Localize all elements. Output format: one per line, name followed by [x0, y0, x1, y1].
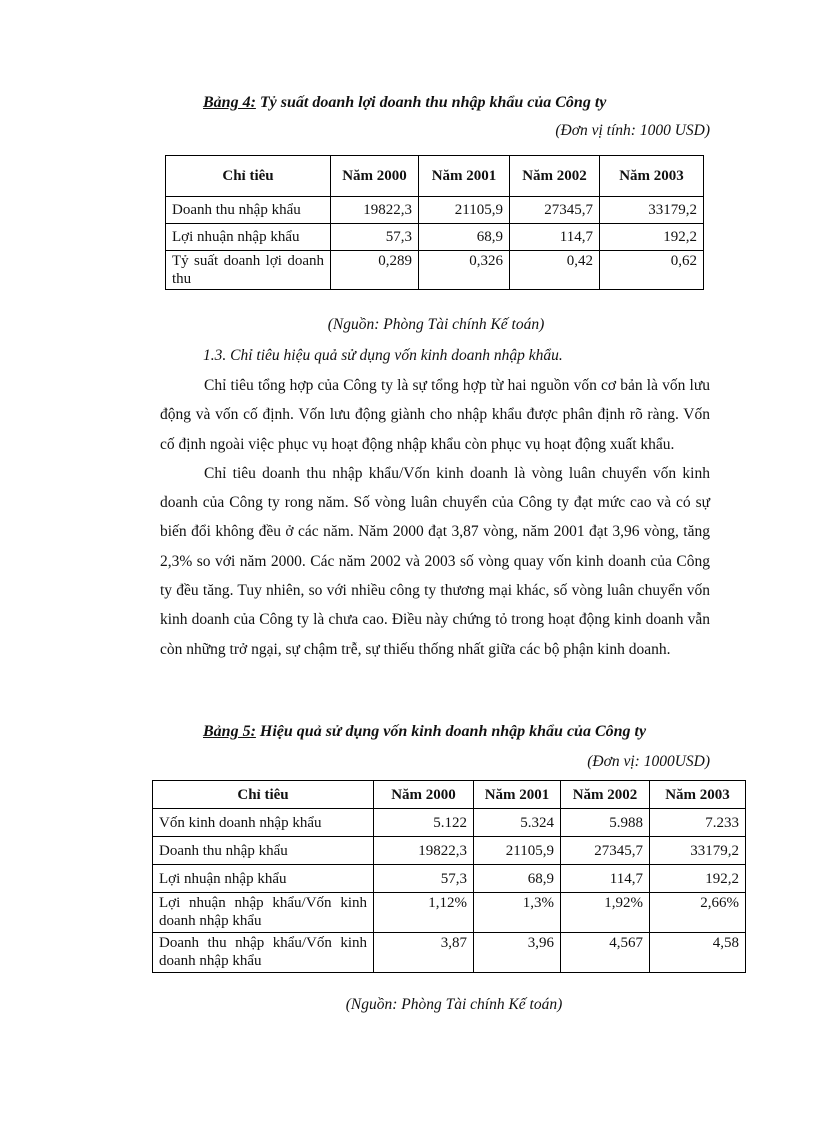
table-cell: 0,62: [600, 251, 704, 290]
table-cell: 68,9: [419, 224, 510, 251]
row-label: Tỷ suất doanh lợi doanh thu: [166, 251, 331, 290]
table4: [165, 155, 704, 290]
table5-header-cell: Năm 2002: [561, 781, 650, 809]
table4-header-cell: Năm 2003: [600, 156, 704, 197]
table-cell: 3,96: [474, 933, 561, 973]
table5-caption-text: Hiệu quả sử dụng vốn kinh doanh nhập khẩu của Công ty: [255, 723, 647, 740]
table-row: [153, 865, 746, 893]
table-cell: 0,42: [510, 251, 600, 290]
table-cell: 21105,9: [474, 837, 561, 865]
table-cell: 19822,3: [374, 837, 474, 865]
table-cell: 27345,7: [510, 197, 600, 224]
paragraph: Chỉ tiêu doanh thu nhập khẩu/Vốn kinh doanh là vòng luân chuyển vốn kinh doanh của Công ty rong năm. Số vòng luân chuyển của Công ty đạt mức cao và có sự biến đổi không đều ở các năm. Năm 2000 đạt 3,87 vòng, năm 2001 đạt 3,96 vòng, tăng 2,3% so với năm 2000. Các năm 2002 và 2003 số vòng quay vốn kinh doanh của Công ty đều tăng. Tuy nhiên, so với nhiều công ty thương mại khác, số vòng luân chuyển vốn kinh doanh của Công ty là chưa cao. Điều này chứng tỏ trong hoạt động kinh doanh vẫn còn những trở ngại, sự chậm trễ, sự thiếu thống nhất giữa các bộ phận kinh doanh.: [160, 464, 710, 658]
row-label: Lợi nhuận nhập khẩu: [166, 224, 331, 251]
table-cell: 21105,9: [419, 197, 510, 224]
table-row: [153, 893, 746, 933]
paragraph: Chỉ tiêu tổng hợp của Công ty là sự tổng hợp từ hai nguồn vốn cơ bản là vốn lưu động và vốn cố định. Vốn lưu động giành cho nhập khẩu được phân định rõ ràng. Vốn cố định ngoài việc phục vụ hoạt động nhập khẩu còn phục vụ hoạt động xuất khẩu.: [160, 377, 710, 453]
table5-header-cell: Năm 2003: [650, 781, 746, 809]
row-label: Doanh thu nhập khẩu/Vốn kinh doanh nhập khẩu: [153, 933, 374, 973]
table-cell: 4,567: [561, 933, 650, 973]
table-cell: 57,3: [331, 224, 419, 251]
table5-header-cell: Năm 2000: [374, 781, 474, 809]
table-cell: 5.324: [474, 809, 561, 837]
table-cell: 114,7: [510, 224, 600, 251]
row-label: Lợi nhuận nhập khẩu/Vốn kinh doanh nhập khẩu: [153, 893, 374, 933]
table-cell: 33179,2: [650, 837, 746, 865]
table-cell: 2,66%: [650, 893, 746, 933]
table-cell: 114,7: [561, 865, 650, 893]
table5: [152, 780, 746, 973]
table-cell: 7.233: [650, 809, 746, 837]
table-cell: 57,3: [374, 865, 474, 893]
table-cell: 33179,2: [600, 197, 704, 224]
table-cell: 1,12%: [374, 893, 474, 933]
table-cell: 3,87: [374, 933, 474, 973]
table5-caption-label: Bảng 5:: [203, 723, 256, 740]
table5-header-row: [153, 781, 746, 809]
table-cell: 19822,3: [331, 197, 419, 224]
table4-header-cell: Năm 2001: [419, 156, 510, 197]
row-label: Vốn kinh doanh nhập khẩu: [153, 809, 374, 837]
table4-header-cell: Chỉ tiêu: [166, 156, 331, 197]
table4-caption-label: Bảng 4:: [203, 94, 256, 111]
table-cell: 0,326: [419, 251, 510, 290]
table-row: [166, 251, 704, 290]
table4-header-row: [166, 156, 704, 197]
section-heading: 1.3. Chỉ tiêu hiệu quả sử dụng vốn kinh doanh nhập khẩu.: [203, 347, 563, 364]
table4-unit: (Đơn vị tính: 1000 USD): [555, 122, 710, 139]
table-row: [153, 933, 746, 973]
table-cell: 68,9: [474, 865, 561, 893]
table4-header-cell: Năm 2000: [331, 156, 419, 197]
table-cell: 5.988: [561, 809, 650, 837]
table4-caption: [203, 94, 606, 112]
table-cell: 27345,7: [561, 837, 650, 865]
table-cell: 1,3%: [474, 893, 561, 933]
table-row: [153, 809, 746, 837]
table-cell: 192,2: [600, 224, 704, 251]
table5-header-cell: Năm 2001: [474, 781, 561, 809]
table-row: [153, 837, 746, 865]
table-cell: 192,2: [650, 865, 746, 893]
row-label: Lợi nhuận nhập khẩu: [153, 865, 374, 893]
table-row: [166, 224, 704, 251]
table-row: [166, 197, 704, 224]
table4-header-cell: Năm 2002: [510, 156, 600, 197]
row-label: Doanh thu nhập khẩu: [166, 197, 331, 224]
table-cell: 5.122: [374, 809, 474, 837]
table-cell: 1,92%: [561, 893, 650, 933]
table5-caption: [203, 723, 646, 741]
table4-caption-text: Tỷ suất doanh lợi doanh thu nhập khẩu của Công ty: [255, 94, 607, 111]
table5-source: (Nguồn: Phòng Tài chính Kế toán): [345, 996, 563, 1013]
table5-unit: (Đơn vị: 1000USD): [587, 753, 710, 770]
body-text: [160, 371, 710, 664]
table5-header-cell: Chỉ tiêu: [153, 781, 374, 809]
table-cell: 0,289: [331, 251, 419, 290]
row-label: Doanh thu nhập khẩu: [153, 837, 374, 865]
table4-source: (Nguồn: Phòng Tài chính Kế toán): [327, 316, 545, 333]
table-cell: 4,58: [650, 933, 746, 973]
